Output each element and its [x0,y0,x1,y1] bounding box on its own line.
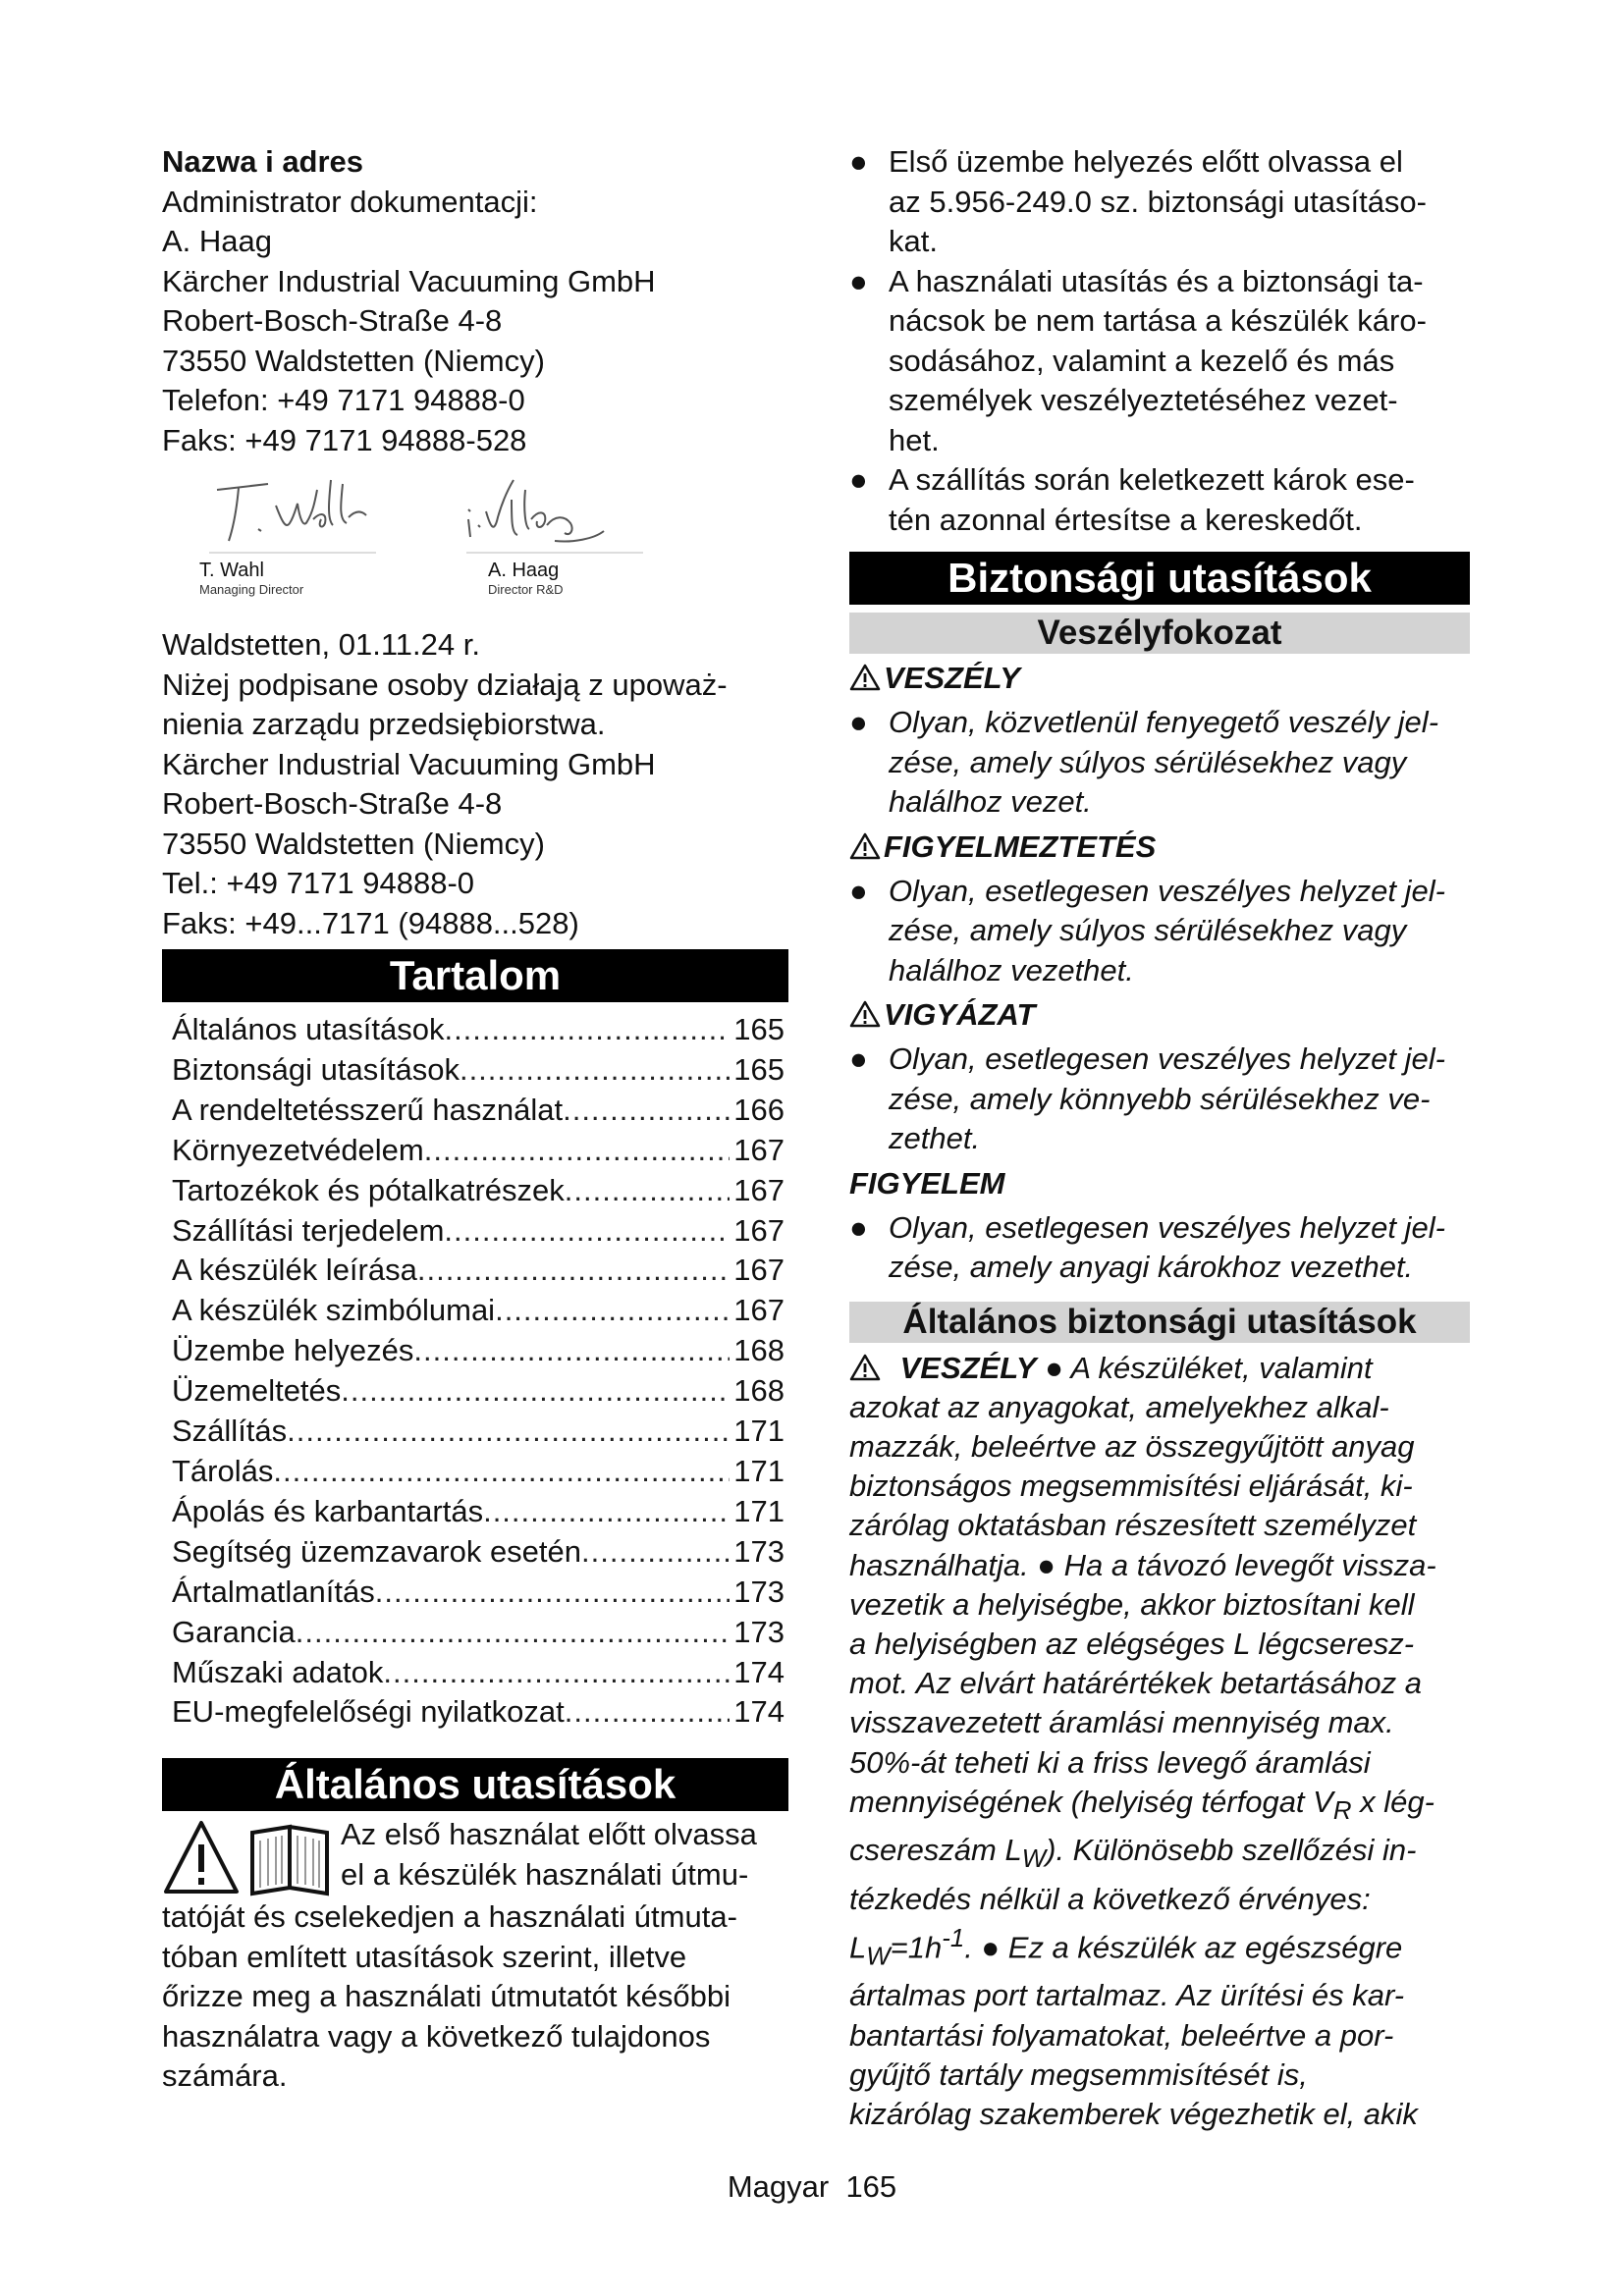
general-instructions [162,1815,788,2097]
signatory-name: T. Wahl [199,560,264,581]
hazard-line: zése, amely súlyos sérülésekhez vagy [889,913,1407,947]
signatory-name: A. Haag [488,560,560,581]
toc-page: 168 [733,1373,785,1409]
closing-line: Faks: +49...7171 (94888...528) [162,905,579,940]
toc-title: EU-megfelelőségi nyilatkozat [172,1694,565,1730]
toc-entry[interactable] [162,1412,788,1452]
toc-page: 167 [733,1253,785,1288]
toc-page: 171 [733,1453,785,1488]
intro-line: tatóját és cselekedjen a használati útmuta- [162,1899,737,1935]
bullet-line: sodásához, valamint a kezelő és más [889,343,1395,378]
address-line: Robert-Bosch-Straße 4-8 [162,303,503,338]
bullet-line: nácsok be nem tartása a készülék káro- [889,303,1427,338]
general-safety-line: tézkedés nélkül a következő érvényes: [849,1881,1371,1916]
intro-line: használatra vagy a következő tulajdonos [162,2018,711,2054]
toc-entry[interactable] [162,1492,788,1532]
toc-page: 168 [733,1333,785,1368]
bullet-line: az 5.956-249.0 sz. biztonsági utasításo- [889,184,1427,219]
subscript: W [866,1943,891,1971]
hazard-label-text: FIGYELEM [849,1165,1005,1201]
toc-entry[interactable] [162,1613,788,1653]
intro-icons [162,1819,335,1897]
general-safety-line: biztonságos megsemmisítési eljárását, ki- [849,1468,1413,1504]
toc-page: 167 [733,1212,785,1248]
general-safety-heading: Általános biztonsági utasítások [849,1302,1470,1343]
toc-leader [273,1452,730,1492]
bullet-icon: ● [849,873,868,908]
bullet-line: személyek veszélyeztetéséhez vezet- [889,383,1398,417]
danger-level-heading: Veszélyfokozat [849,613,1470,654]
warning-triangle-icon [849,1000,881,1028]
text-run: =1h [890,1930,943,1965]
bullet-item [849,142,1470,262]
toc-leader [460,1050,730,1091]
general-safety-text [849,1349,1470,2135]
text-run: x lég- [1351,1784,1435,1819]
footer-language: Magyar [727,2169,830,2204]
toc-entry[interactable] [162,1692,788,1733]
right-column [849,142,1470,2134]
toc-leader [444,1211,730,1252]
hazard-line: zése, amely anyagi károkhoz vezethet. [889,1250,1414,1284]
bullet-line: kat. [889,224,938,258]
toc-title: Garancia [172,1614,296,1649]
hazard-label-notice [849,1163,1470,1204]
bullet-line: Első üzembe helyezés előtt olvassa el [889,144,1403,179]
toc-title: Tartozékok és pótalkatrészek [172,1172,565,1207]
toc-title: Ártalmatlanítás [172,1574,375,1609]
toc-title: A készülék leírása [172,1253,417,1288]
toc-leader [417,1251,730,1291]
toc-page: 165 [733,1051,785,1087]
toc-page: 167 [733,1172,785,1207]
hazard-label-danger [849,658,1470,699]
toc-page: 173 [733,1533,785,1569]
toc-page: 166 [733,1092,785,1127]
text-run: L [849,1930,867,1965]
warning-triangle-icon [849,832,881,860]
warning-triangle-icon [849,664,881,691]
toc-page: 171 [733,1493,785,1528]
hazard-line: Olyan, közvetlenül fenyegető veszély jel- [889,705,1439,739]
general-safety-line: azokat az anyagokat, amelyekhez alkal- [849,1389,1389,1424]
toc-entry[interactable] [162,1171,788,1211]
toc-leader [413,1331,730,1371]
toc-entry[interactable] [162,1573,788,1613]
toc-title: Szállítási terjedelem [172,1212,445,1248]
hazard-label-warning [849,827,1470,868]
toc-page: 171 [733,1414,785,1449]
hazard-line: Olyan, esetlegesen veszélyes helyzet jel- [889,1041,1445,1076]
hazard-item [849,1208,1470,1288]
toc-leader [483,1492,730,1532]
toc-leader [565,1692,731,1733]
bullet-icon: ● [849,263,868,298]
address-block [162,142,788,460]
address-line: A. Haag [162,224,273,258]
address-line: Telefon: +49 7171 94888-0 [162,383,525,417]
hazard-item [849,872,1470,991]
hazard-line: zése, amely könnyebb sérülésekhez ve- [889,1081,1431,1116]
toc-entry[interactable] [162,1452,788,1492]
general-safety-line: ártalmas port tartalmaz. Az ürítési és kar- [849,1978,1405,2013]
toc-entry[interactable] [162,1291,788,1331]
closing-line: Niżej podpisane osoby działają z upoważ- [162,667,728,702]
general-safety-line: 50%-át teheti ki a friss levegő áramlási [849,1744,1371,1780]
general-safety-first-line [849,1349,1470,1388]
toc-entry[interactable] [162,1091,788,1131]
hazard-label-text: FIGYELMEZTETÉS [884,828,1157,864]
general-safety-line: mazzák, beleértve az összegyűjtött anyag [849,1428,1415,1464]
closing-line: 73550 Waldstetten (Niemcy) [162,826,545,861]
toc-title: Szállítás [172,1414,288,1449]
hazard-label-caution [849,994,1470,1036]
toc-leader [495,1291,730,1331]
toc-entry[interactable] [162,1653,788,1693]
handwritten-signature-icon [457,460,673,559]
hazard-line: Olyan, esetlegesen veszélyes helyzet jel- [889,873,1445,908]
hazard-line: zethet. [889,1121,981,1155]
bullet-icon: ● [849,705,868,739]
text-run: mennyiségének (helyiség térfogat V [849,1784,1333,1819]
safety-heading: Biztonsági utasítások [849,552,1470,605]
hazard-item [849,703,1470,823]
hazard-line: halálhoz vezet. [889,784,1092,819]
general-safety-line: a helyiségben az elégséges L légcseresz- [849,1626,1415,1661]
address-line: Kärcher Industrial Vacuuming GmbH [162,263,656,298]
text-run: . ● Ez a készülék az egészségre [964,1930,1403,1965]
toc-title: Üzembe helyezés [172,1333,414,1368]
general-safety-line: használhatja. ● Ha a távozó levegőt vissza- [849,1547,1436,1582]
toc-title: A készülék szimbólumai [172,1293,496,1328]
toc-leader [375,1573,731,1613]
toc-leader [341,1371,730,1412]
hazard-label-text: VESZÉLY [884,661,1020,695]
toc-entry[interactable] [162,1050,788,1091]
closing-line: Kärcher Industrial Vacuuming GmbH [162,746,656,781]
intro-line: számára. [162,2058,288,2094]
text-run: csereszám L [849,1833,1022,1868]
general-safety-line: zárólag oktatásban részesített személyzet [849,1508,1417,1543]
signatory-role: Director R&D [488,582,564,597]
subscript: R [1332,1796,1352,1825]
toc-heading: Tartalom [162,949,788,1002]
toc-leader [581,1532,730,1573]
table-of-contents [162,1010,788,1733]
toc-entry[interactable] [162,1331,788,1371]
left-column [162,142,788,2097]
bullet-line: het. [889,422,940,457]
bullet-line: tén azonnal értesítse a kereskedőt. [889,502,1363,537]
general-safety-line: bantartási folyamatokat, beleértve a por- [849,2017,1394,2053]
toc-title: A rendeltetésszerű használat [172,1092,564,1127]
subscript: W [1021,1845,1047,1874]
toc-title: Általános utasítások [172,1012,445,1046]
bullet-icon: ● [849,1209,868,1245]
general-instructions-heading: Általános utasítások [162,1758,788,1811]
toc-leader [424,1131,731,1171]
bullet-icon: ● [849,144,868,179]
hazard-list [849,703,1470,823]
toc-title: Ápolás és karbantartás [172,1493,484,1528]
bullet-item [849,262,1470,461]
text-run: ). Különösebb szellőzési in- [1046,1833,1417,1868]
toc-page: 174 [733,1654,785,1689]
toc-title: Környezetvédelem [172,1132,424,1167]
page-footer [0,2167,1624,2207]
superscript: -1 [942,1924,965,1952]
hazard-line: halálhoz vezethet. [889,952,1134,988]
intro-line: őrizze meg a használati útmutatót későbbi [162,1979,731,2014]
general-safety-volume-line [849,1783,1470,1831]
toc-leader [444,1010,730,1050]
general-safety-formula-line [849,1919,1470,1977]
toc-entry[interactable] [162,1532,788,1573]
intro-bullets [849,142,1470,540]
closing-line: Tel.: +49 7171 94888-0 [162,866,475,900]
toc-title: Segítség üzemzavarok esetén [172,1533,582,1569]
closing-line: Waldstetten, 01.11.24 r. [162,627,480,662]
bullet-line: A használati utasítás és a biztonsági ta- [889,263,1424,298]
address-line: Administrator dokumentacji: [162,184,538,219]
hazard-label-text: VIGYÁZAT [884,997,1036,1032]
address-title: Nazwa i adres [162,144,364,179]
toc-entry[interactable] [162,1131,788,1171]
general-safety-line: visszavezetett áramlási mennyiség max. [849,1705,1394,1740]
toc-title: Biztonsági utasítások [172,1051,460,1087]
general-safety-label: VESZÉLY [899,1350,1037,1385]
hazard-list [849,1208,1470,1288]
toc-page: 174 [733,1694,785,1730]
general-safety-line: gyűjtő tartály megsemmisítését is, [849,2056,1308,2092]
signature-wahl [199,460,415,598]
general-safety-line: mot. Az elvárt határértékek betartásához a [849,1666,1422,1701]
bullet-icon: ● [849,1041,868,1076]
toc-entry[interactable] [162,1010,788,1050]
toc-page: 167 [733,1293,785,1328]
toc-page: 173 [733,1574,785,1609]
bullet-item [849,460,1470,540]
toc-leader [563,1091,730,1131]
hazard-list [849,872,1470,991]
general-safety-air-line [849,1831,1470,1879]
signature-haag [457,460,673,598]
warning-triangle-icon [849,1354,881,1381]
general-safety-line: vezetik a helyiségbe, akkor biztosítani kell [849,1586,1415,1622]
toc-entry[interactable] [162,1211,788,1252]
toc-entry[interactable] [162,1371,788,1412]
signatures [162,460,788,625]
general-safety-line: kizárólag szakemberek végezhetik el, akik [849,2097,1418,2132]
hazard-item [849,1040,1470,1159]
closing-block [162,625,788,943]
bullet-line: A szállítás során keletkezett károk ese- [889,462,1415,497]
toc-page: 173 [733,1614,785,1649]
closing-line: nienia zarządu przedsiębiorstwa. [162,707,606,741]
general-safety-line: ● A készüléket, valamint [1045,1350,1373,1385]
address-line: 73550 Waldstetten (Niemcy) [162,343,545,378]
toc-page: 165 [733,1012,785,1046]
intro-line: Az első használat előtt olvassa [341,1817,757,1852]
toc-entry[interactable] [162,1251,788,1291]
warning-and-manual-icon [162,1819,335,1897]
closing-line: Robert-Bosch-Straße 4-8 [162,786,503,821]
intro-line: tóban említett utasítások szerint, illetve [162,1939,687,1974]
toc-leader [287,1412,730,1452]
toc-title: Tárolás [172,1453,274,1488]
toc-leader [383,1653,730,1693]
intro-line: el a készülék használati útmu- [341,1856,749,1892]
toc-leader [296,1613,730,1653]
address-line: Faks: +49 7171 94888-528 [162,422,527,457]
hazard-list [849,1040,1470,1159]
toc-leader [565,1171,731,1211]
toc-page: 167 [733,1132,785,1167]
bullet-icon: ● [849,462,868,497]
toc-title: Üzemeltetés [172,1373,342,1409]
signatory-role: Managing Director [199,582,304,597]
hazard-line: Olyan, esetlegesen veszélyes helyzet jel- [889,1209,1445,1245]
hazard-line: zése, amely súlyos sérülésekhez vagy [889,744,1407,779]
toc-title: Műszaki adatok [172,1654,384,1689]
handwritten-signature-icon [199,460,415,559]
footer-page-number: 165 [845,2169,897,2204]
